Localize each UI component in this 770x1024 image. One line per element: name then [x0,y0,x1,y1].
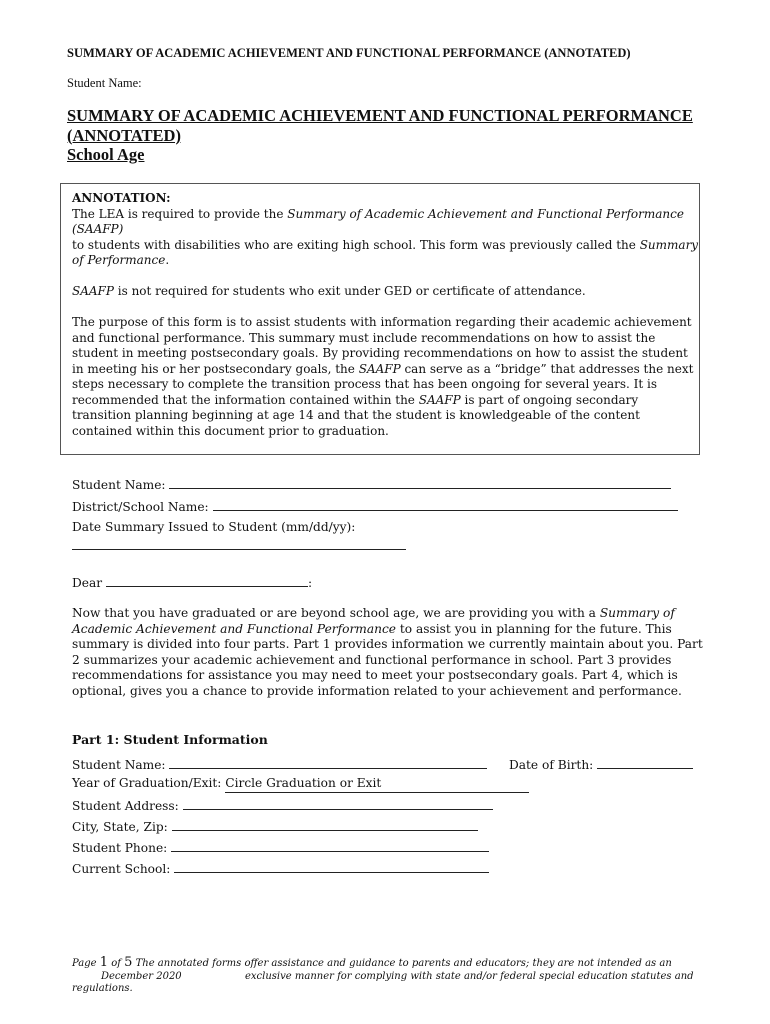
intro-text: Now that you have graduated or are beyond school age, we are providing you with a [72,606,600,620]
page-number: 1 [99,955,109,970]
date-issued-field[interactable] [72,537,406,550]
city-label: City, State, Zip: [72,820,172,834]
dob-label: Date of Birth: [509,758,598,772]
footer-text: exclusive manner for complying with state and/or federal special education statutes and [245,970,694,982]
dob-row [509,756,693,774]
annotation-italic: Summary of Academic Achievement and Functional Performance (SAAFP) [72,206,684,236]
part1-heading: Part 1: Student Information [72,732,268,747]
dob-field[interactable] [597,756,693,769]
address-label: Student Address: [72,799,183,813]
header-title: SUMMARY OF ACADEMIC ACHIEVEMENT AND FUNCTIONAL PERFORMANCE (ANNOTATED) [67,46,631,60]
district-field[interactable] [213,498,678,511]
annotation-text: is not required for students who exit under GED or certificate of attendance. [113,284,586,298]
dear-name-field[interactable] [106,574,308,587]
annotation-paragraph-3 [72,315,700,439]
annotation-italic: SAAFP [72,284,114,298]
page-title-line1: SUMMARY OF ACADEMIC ACHIEVEMENT AND FUNCTIONAL PERFORMANCE [67,106,693,125]
dear-colon: : [307,576,313,590]
page-title-line2: (ANNOTATED) [67,125,181,145]
page-footer [72,957,712,996]
city-field[interactable] [172,818,478,831]
footer-text: The annotated forms offer assistance and guidance to parents and educators; they are not intended as an [132,958,672,969]
annotation-paragraph-1 [72,207,700,269]
footer-line-3: regulations. [72,983,133,994]
footer-text: Page [72,958,100,969]
part1-student-name-label: Student Name: [72,758,170,772]
page-title [67,106,767,165]
year-field[interactable] [225,776,529,793]
annotation-paragraph-2 [72,284,700,300]
year-value: Circle Graduation or Exit [225,776,382,790]
annotation-text: . [165,253,170,267]
school-field[interactable] [174,860,489,873]
student-name-row [72,476,671,494]
annotation-text: is part of ongoing secondary transition planning beginning at age 14 and that the student is knowledgeable of the content contained within this document prior to graduation. [72,392,640,438]
year-row [72,776,529,793]
phone-row [72,839,489,857]
date-issued-label: Date Summary Issued to Student (mm/dd/yy): [72,520,356,534]
intro-paragraph [72,606,704,699]
annotation-text: The purpose of this form is to assist students with information regarding their academic achievement and functional performance. This summary must include recommendations on how to assist the student in meeting postsecondary goals. By providing recommendations on how to assist the student in meeting his or her postsecondary goals, the [72,315,692,376]
school-label: Current School: [72,862,175,876]
intro-italic: Summary of Academic Achievement and Functional Performance [72,606,675,636]
school-row [72,860,489,878]
district-label: District/School Name: [72,500,213,514]
dear-label: Dear [72,576,106,590]
part1-student-name-field[interactable] [169,756,487,769]
address-row [72,797,493,815]
footer-line-1 [72,957,712,971]
annotation-text: to students with disabilities who are exiting high school. This form was previously called the [72,237,640,252]
phone-label: Student Phone: [72,841,172,855]
page-total: 5 [124,955,133,970]
footer-text: of [108,958,125,969]
annotation-italic: SAAFP [358,361,401,376]
student-name-label: Student Name: [72,478,170,492]
year-label: Year of Graduation/Exit: [72,776,226,790]
address-field[interactable] [183,797,493,810]
annotation-italic: SAAFP [418,392,461,407]
footer-date: December 2020 [101,970,182,982]
annotation-italic: Summary of Performance [72,237,699,267]
annotation-text: The LEA is required to provide the [72,206,288,221]
footer-line-2 [72,971,712,984]
city-row [72,818,478,836]
annotation-text: can serve as a “bridge” that addresses the next steps necessary to complete the transition process that has been ongoing for several years. It is recommended that the information contained within the [72,361,694,407]
district-row [72,498,678,516]
dear-row [72,574,312,592]
student-name-field[interactable] [169,476,671,489]
page-title-line3: School Age [67,145,145,164]
phone-field[interactable] [171,839,489,852]
part1-student-name-row [72,756,487,774]
annotation-content [72,191,700,439]
intro-text: to assist you in planning for the future. This summary is divided into four parts. Part 1 provides information we currently maintain about you. Part 2 summarizes your academic achievement and functional performance in school. Part 3 provides recommendations for assistance you may need to meet your postsecondary goals. Part 4, which is optional, gives you a chance to provide information related to your achievement and performance. [72,621,703,698]
annotation-heading: ANNOTATION: [72,191,171,205]
header-student-name-label: Student Name: [67,76,142,90]
